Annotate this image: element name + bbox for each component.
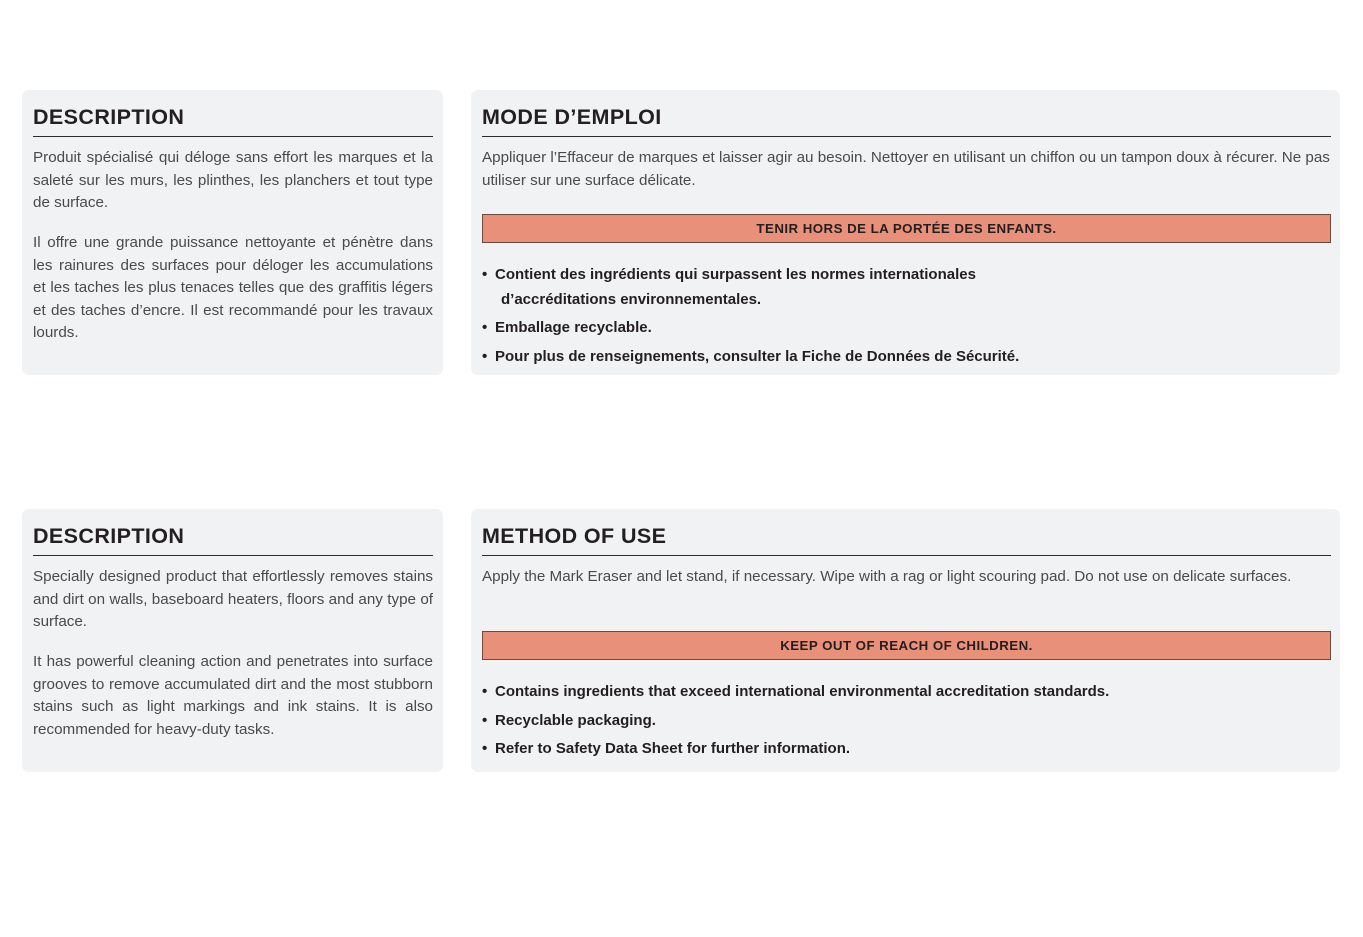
- heading-divider: [33, 136, 433, 137]
- list-item-text: Emballage recyclable.: [495, 319, 652, 336]
- warning-banner-fr: [482, 214, 1331, 243]
- card-method-en: [471, 509, 1340, 772]
- bullet-dot-icon: •: [482, 347, 488, 365]
- method-en-header: [482, 524, 1331, 556]
- card-description-en: [22, 509, 443, 772]
- heading-divider: [482, 555, 1331, 556]
- description-en-paragraph-2: It has powerful cleaning action and penetrates into surface grooves to remove accumulated dirt and the most stubborn stains such as light markings and ink stains. It is also recommended for heavy-duty tasks.: [33, 653, 433, 738]
- list-item: [482, 316, 1331, 341]
- method-en-bullet-list: [482, 680, 1331, 762]
- card-description-fr: [22, 90, 443, 375]
- description-fr-heading: DESCRIPTION: [33, 105, 185, 129]
- list-item-text: Refer to Safety Data Sheet for further information.: [495, 740, 851, 757]
- description-en-header: [33, 524, 433, 556]
- heading-divider: [482, 136, 1331, 137]
- bullet-dot-icon: •: [482, 319, 488, 336]
- method-fr-bullet-list: [482, 263, 1331, 369]
- list-item-text: Recyclable packaging.: [495, 711, 656, 729]
- bullet-dot-icon: •: [482, 711, 488, 729]
- method-fr-paragraph-1: Appliquer l’Effaceur de marques et laisser agir au besoin. Nettoyer en utilisant un chiffon ou un tampon doux à récurer. Ne pas utiliser sur une surface délicate.: [482, 149, 1330, 189]
- description-fr-header: [33, 105, 433, 137]
- bullet-dot-icon: •: [482, 683, 488, 700]
- card-method-fr: [471, 90, 1340, 375]
- list-item: [482, 737, 1331, 762]
- bullet-dot-icon: •: [482, 266, 488, 283]
- description-en-paragraph-1: Specially designed product that effortlessly removes stains and dirt on walls, baseboard heaters, floors and any type of surface.: [33, 568, 433, 631]
- bullet-dot-icon: •: [482, 740, 488, 757]
- list-item-text: Contient des ingrédients qui surpassent les normes internationales: [495, 266, 976, 283]
- list-item-text: Contains ingredients that exceed international environmental accreditation standards.: [495, 683, 1110, 700]
- description-fr-paragraph-1: Produit spécialisé qui déloge sans effort les marques et la saleté sur les murs, les plinthes, les planchers et tout type de surface.: [33, 149, 433, 212]
- warning-banner-en: [482, 631, 1331, 660]
- list-item-text-continued: d’accréditations environnementales.: [501, 290, 762, 308]
- list-item-text: Pour plus de renseignements, consulter la Fiche de Données de Sécurité.: [495, 347, 1020, 365]
- warning-banner-fr-text: TENIR HORS DE LA PORTÉE DES ENFANTS.: [756, 221, 1057, 236]
- method-en-heading: METHOD OF USE: [482, 524, 667, 548]
- method-fr-heading: MODE D’EMPLOI: [482, 105, 662, 129]
- warning-banner-en-text: KEEP OUT OF REACH OF CHILDREN.: [780, 638, 1033, 653]
- heading-divider: [33, 555, 433, 556]
- description-fr-paragraph-2: Il offre une grande puissance nettoyante et pénètre dans les rainures des surfaces pour déloger les accumulations et les taches les plus tenaces telles que des graffitis légers et des taches d’encre. Il est recommandé pour les travaux lourds.: [33, 234, 433, 342]
- description-en-heading: DESCRIPTION: [33, 524, 185, 548]
- list-item: [482, 263, 1331, 312]
- list-item: [482, 680, 1331, 705]
- method-en-paragraph-1: Apply the Mark Eraser and let stand, if necessary. Wipe with a rag or light scouring pad. Do not use on delicate surfaces.: [482, 568, 1292, 585]
- list-item: [482, 709, 1331, 734]
- method-fr-header: [482, 105, 1331, 137]
- list-item: [482, 345, 1331, 370]
